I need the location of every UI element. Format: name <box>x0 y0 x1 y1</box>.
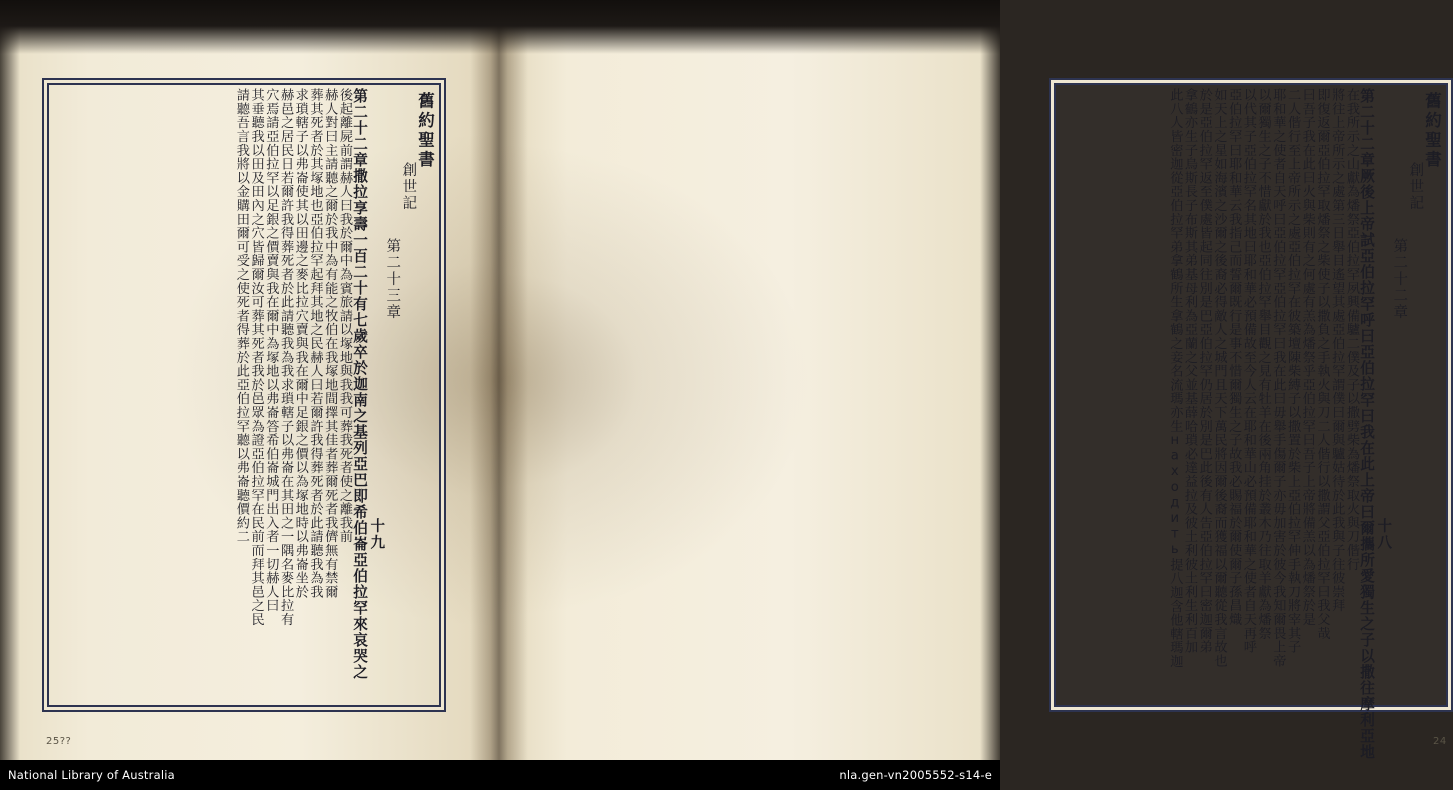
text-column: 二人偕行至上帝所示之處亞伯拉罕在彼築壇陳柴縛子以撒置於柴上亞伯拉罕伸手執刀將宰其子 <box>1285 88 1301 654</box>
text-column: 即復返爾亞伯拉罕取燔祭之柴使子以撒負之手執火與刀二人偕行以撒謂父亞伯拉罕曰我父哉 <box>1314 88 1330 640</box>
chapter-number-right: 第二十二章 <box>1391 238 1408 321</box>
book-page-left <box>0 0 497 760</box>
column-spacer <box>54 88 234 700</box>
pencil-mark-right: 24 <box>1433 736 1447 747</box>
status-bar <box>0 760 1000 790</box>
text-column: 穴焉請亞伯拉罕以足銀之價賣與我在爾中為塚地以弗崙答希伯崙城門出入者一切赫人曰 <box>263 88 279 613</box>
text-column: 赫邑之居民日若爾許我得葬死者於此請聽我為我求瑣轄子以弗崙在其田之一隅名麥比拉有 <box>278 88 294 627</box>
column-spacer <box>1061 88 1166 700</box>
text-column: 請聽吾言我將以金購田爾可受之使死者得葬於此亞伯拉罕聽以弗崙聽價約二 <box>233 88 249 544</box>
text-column: 赫人對曰主請聽之爾於我中為有能之牧伯在我塚地間擇其佳者葬爾死者我儕無有禁爾 <box>322 88 338 599</box>
text-column: 後起離屍前謂赫人曰我於爾中為賓旅請以塚地與我我可葬我死者使之離我前 <box>336 88 352 544</box>
book-title-left: 舊約聖書 <box>415 92 435 170</box>
pencil-mark-left: 25?? <box>46 736 72 747</box>
chapter-number-left: 第二十三章 <box>384 238 401 321</box>
text-column: 如天上之星如海濱之沙爾之後裔必得敵人之城門且天下萬民將因爾後裔而獲福以爾聽從我言故也 <box>1211 88 1227 668</box>
page-frame-left <box>42 78 446 712</box>
text-column: 以代其子亞伯拉罕名其地曰耶和華必預備故至今人云在耶和華山必預備耶和華之使者自天再呼 <box>1240 88 1256 654</box>
folio-number-left: 十九 <box>368 518 385 551</box>
text-column: 其垂聽我以田及田內之穴皆歸爾汝可葬其死者我於邑眾為證亞伯拉罕在民前而拜其邑之民 <box>248 88 264 627</box>
text-column: 耶和華之使者自天呼曰亞伯拉罕亞伯拉罕曰我在此曰毋舉手傷爾子亦毋加害於彼今我知爾畏上帝 <box>1270 88 1286 668</box>
folio-number-right: 十八 <box>1375 518 1392 551</box>
text-column: 拿鶴亦生子烏斯長子布斯其弟基母利為亞蘭之父並基薛哈瑣必達益拉及彼土利彼土利生利百加 <box>1182 88 1198 654</box>
item-identifier: nla.gen-vn2005552-s14-e <box>839 768 992 782</box>
page-text-block-left <box>44 80 444 710</box>
library-credit: National Library of Australia <box>8 768 175 782</box>
text-column: 亞伯拉罕曰耶和華云我指己而誓爾既行是事不惜爾獨生之子故我必賜福於爾使爾子孫昌熾 <box>1226 88 1242 627</box>
text-column: 於是亞伯拉罕返至僕處皆起同往別是巴亞伯拉罕仍居於別是巴此後有人告亞伯拉罕曰密迦爾弟 <box>1196 88 1212 654</box>
text-column: 求瑣轄子以弗崙使其以田邊之麥比拉穴賣與我在爾中足銀之價以為塚地時以弗崙坐於 <box>292 88 308 599</box>
text-column: 第二十二章厥後上帝試亞伯拉罕呼曰亞伯拉罕曰我在此上帝曰爾攜所愛獨生之子以撒往摩利亞地 <box>1358 88 1376 760</box>
text-column: 將往上帝所示之處第三日舉目遙望其處亞伯拉罕謂僕曰爾與驢姑待於此我與子往彼崇拜 <box>1329 88 1345 613</box>
book-title-right: 舊約聖書 <box>1422 92 1442 170</box>
text-column: 曰吾子我在此曰火與柴則有之何處有羔為燔祭乎亞伯拉罕曰吾子上帝將備羔以為燔祭於是 <box>1299 88 1315 627</box>
text-column: 在我所示之山獻為燔祭亞伯拉罕夙興備驢二僕及子以撒劈柴為燔祭取火與刀偕行 <box>1343 88 1359 571</box>
book-section-right: 創世記 <box>1407 162 1424 212</box>
book-section-left: 創世記 <box>400 162 417 212</box>
text-column: 以爾獨生之子不惜獻於我也亞伯拉罕舉目觀之見有牡羊在後兩角挂於叢木乃往取羊獻為燔祭 <box>1255 88 1271 640</box>
book-page-right <box>497 0 1447 760</box>
text-column: 葬其死者於其塚地也亞伯拉罕起拜其地之民赫人曰若爾許我得葬死者於此請聽我為我 <box>307 88 323 599</box>
text-column: 此八人皆密迦從亞伯拉罕弟拿鶴所生拿鶴之妾名流瑪亦生находить提八迦含他轄瑪迦 <box>1167 88 1183 669</box>
text-column: 第二十二章撒拉享壽一百二十有七歲卒於迦南之基列亞巴即希伯崙亞伯拉罕來哀哭之 <box>351 88 369 680</box>
